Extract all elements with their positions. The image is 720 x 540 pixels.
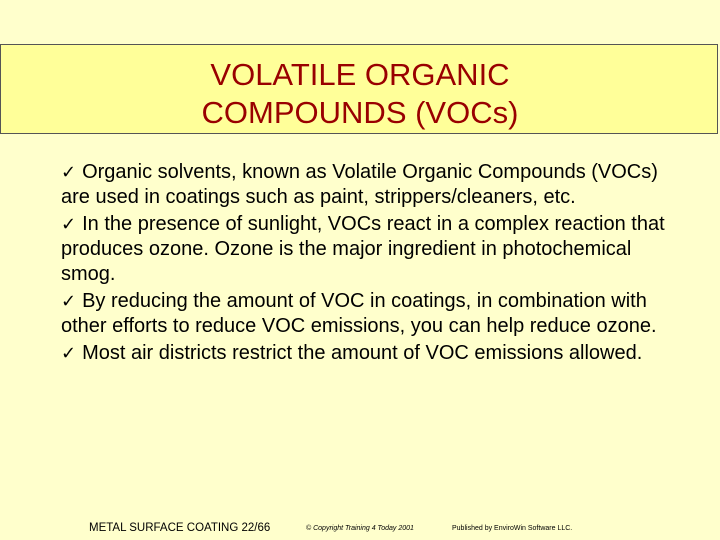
slide-footer <box>0 522 720 538</box>
bullet-item <box>61 160 681 210</box>
bullet-text: Most air districts restrict the amount of VOC emissions allowed. <box>82 342 643 364</box>
bullet-item <box>61 212 681 287</box>
footer-copyright: © Copyright Training 4 Today 2001 <box>306 525 414 532</box>
bullet-text: By reducing the amount of VOC in coatings, in combination with other efforts to reduce VOC emissions, you can help reduce ozone. <box>61 290 657 337</box>
check-mark-icon: ✓ <box>61 214 77 235</box>
check-mark-icon: ✓ <box>61 291 77 312</box>
check-mark-icon: ✓ <box>61 162 77 183</box>
bullet-item <box>61 341 681 366</box>
slide-title-box <box>0 44 718 134</box>
bullet-text: In the presence of sunlight, VOCs react in a complex reaction that produces ozone. Ozone is the major ingredient in photochemical smog. <box>61 213 665 285</box>
bullet-list <box>61 160 681 368</box>
slide-title-line-2: COMPOUNDS (VOCs) <box>201 95 519 130</box>
footer-publisher: Published by EnviroWin Software LLC. <box>452 525 573 532</box>
bullet-text: Organic solvents, known as Volatile Organic Compounds (VOCs) are used in coatings such as paint, strippers/cleaners, etc. <box>61 161 658 208</box>
slide-title-line-1: VOLATILE ORGANIC <box>210 57 510 92</box>
check-mark-icon: ✓ <box>61 343 77 364</box>
footer-course-label: METAL SURFACE COATING 22/66 <box>89 522 271 534</box>
bullet-item <box>61 289 681 339</box>
